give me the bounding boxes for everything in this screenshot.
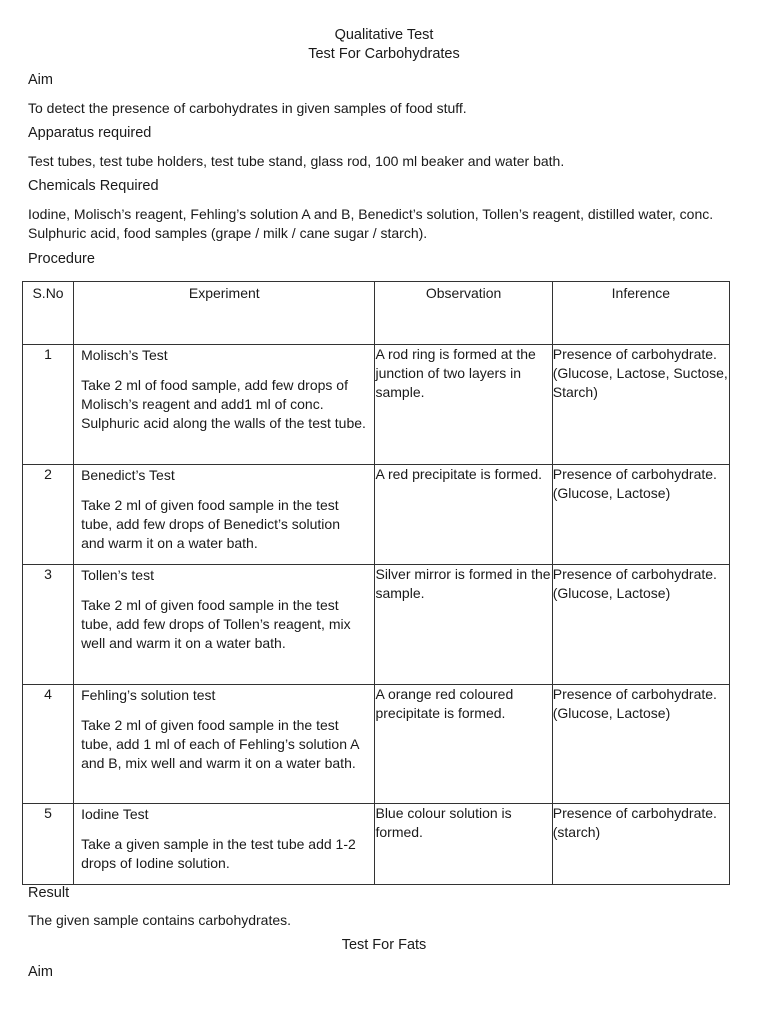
table-row xyxy=(23,345,730,465)
inference-cell: Presence of carbohydrate. (Glucose, Lactose) xyxy=(552,565,729,685)
experiment-text: Take 2 ml of food sample, add few drops of Molisch’s reagent and add1 ml of conc. Sulphuric acid along the walls of the test tube. xyxy=(81,377,366,431)
fats-aim-heading: Aim xyxy=(28,964,53,980)
header-inference: Inference xyxy=(552,282,729,345)
section-title-carbohydrates: Test For Carbohydrates xyxy=(308,46,460,62)
experiment-cell xyxy=(74,685,375,804)
inference-cell: Presence of carbohydrate.(Glucose, Lactose, Suctose, Starch) xyxy=(552,345,729,465)
aim-heading: Aim xyxy=(28,72,53,88)
apparatus-heading: Apparatus required xyxy=(28,125,152,141)
experiment-cell xyxy=(74,345,375,465)
observation-cell: A red precipitate is formed. xyxy=(375,465,552,565)
test-name: Benedict’s Test xyxy=(81,467,175,483)
table-row xyxy=(23,565,730,685)
row-sno: 5 xyxy=(23,804,74,885)
row-sno: 4 xyxy=(23,685,74,804)
observation-cell: A rod ring is formed at the junction of two layers in sample. xyxy=(375,345,552,465)
experiment-text: Take 2 ml of given food sample in the test tube, add 1 ml of each of Fehling’s solution A and B, mix well and warm it on a water bath. xyxy=(81,717,359,771)
aim-text: To detect the presence of carbohydrates in given samples of food stuff. xyxy=(28,100,467,116)
result-heading: Result xyxy=(28,885,70,901)
table-row xyxy=(23,804,730,885)
section-title-fats: Test For Fats xyxy=(341,937,427,953)
document-title: Qualitative Test xyxy=(334,27,434,43)
test-name: Tollen’s test xyxy=(81,567,154,583)
observation-cell: Blue colour solution is formed. xyxy=(375,804,552,885)
test-name: Iodine Test xyxy=(81,806,149,822)
test-name: Fehling’s solution test xyxy=(81,687,216,703)
table-row xyxy=(23,685,730,804)
observation-cell: Silver mirror is formed in the sample. xyxy=(375,565,552,685)
header-observation: Observation xyxy=(375,282,552,345)
inference-cell: Presence of carbohydrate. (Glucose, Lactose) xyxy=(552,465,729,565)
inference-cell: Presence of carbohydrate. (starch) xyxy=(552,804,729,885)
header-sno: S.No xyxy=(23,282,74,345)
procedure-table xyxy=(22,281,730,885)
row-sno: 3 xyxy=(23,565,74,685)
experiment-text: Take 2 ml of given food sample in the test tube, add few drops of Tollen’s reagent, mix well and warm it on a water bath. xyxy=(81,597,351,651)
inference-cell: Presence of carbohydrate. (Glucose, Lactose) xyxy=(552,685,729,804)
row-sno: 1 xyxy=(23,345,74,465)
table-row xyxy=(23,465,730,565)
experiment-cell xyxy=(74,565,375,685)
apparatus-text: Test tubes, test tube holders, test tube stand, glass rod, 100 ml beaker and water bath. xyxy=(28,153,565,169)
result-text: The given sample contains carbohydrates. xyxy=(28,912,292,928)
experiment-text: Take a given sample in the test tube add 1-2 drops of Iodine solution. xyxy=(81,836,356,871)
procedure-heading: Procedure xyxy=(28,251,95,267)
chemicals-heading: Chemicals Required xyxy=(28,178,159,194)
chemicals-text: Iodine, Molisch’s reagent, Fehling’s solution A and B, Benedict’s solution, Tollen’s reagent, distilled water, conc. Sulphuric acid, food samples (grape / milk / cane sugar / starch). xyxy=(28,206,714,241)
row-sno: 2 xyxy=(23,465,74,565)
table-header-row xyxy=(23,282,730,345)
observation-cell: A orange red coloured precipitate is formed. xyxy=(375,685,552,804)
test-name: Molisch’s Test xyxy=(81,347,168,363)
experiment-cell xyxy=(74,804,375,885)
header-experiment: Experiment xyxy=(74,282,375,345)
experiment-text: Take 2 ml of given food sample in the test tube, add few drops of Benedict’s solution and warm it on a water bath. xyxy=(81,497,340,551)
experiment-cell xyxy=(74,465,375,565)
